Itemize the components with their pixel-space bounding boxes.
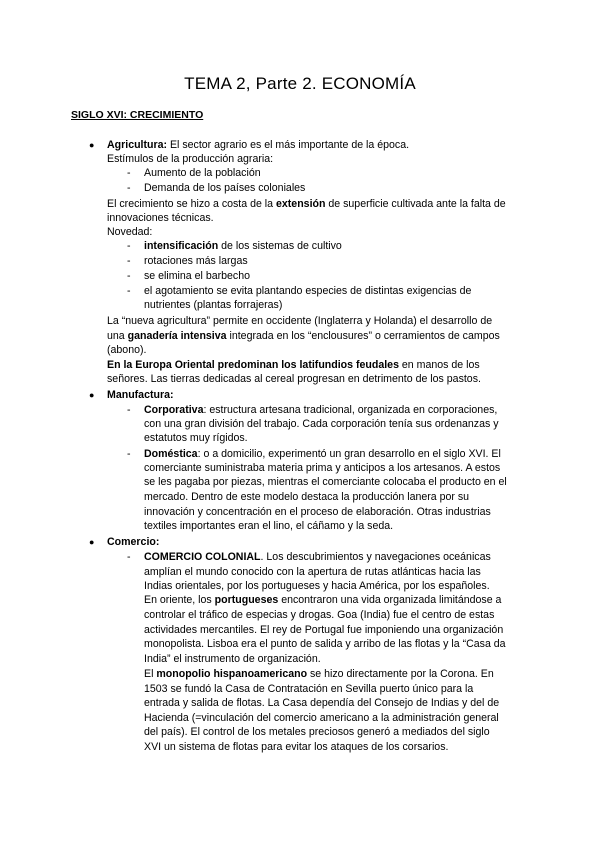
dash: - — [127, 285, 131, 297]
page-title: TEMA 2, Parte 2. ECONOMÍA — [184, 74, 416, 93]
agricultura-intro: El sector agrario es el más importante de la época. — [167, 139, 410, 151]
text-run: El — [144, 668, 157, 680]
europa-line: señores. Las tierras dedicadas al cereal progresan en detrimento de los pastos. — [107, 373, 481, 385]
text-run: en manos de los — [398, 359, 480, 371]
corporativa-line: estatutos muy rígidos. — [144, 432, 248, 444]
text-run-bold: Manufactura: — [107, 389, 174, 401]
text-run-bold: extensión — [276, 198, 326, 210]
estimulos-line: Estímulos de la producción agraria: — [107, 153, 274, 165]
colonial-line: India” el instrumento de organización. — [144, 653, 321, 665]
nueva-agricultura-line — [107, 329, 500, 343]
dash: - — [127, 551, 131, 563]
text-run: de superficie cultivada ante la falta de — [325, 198, 506, 210]
text-run: una — [107, 330, 128, 342]
colonial-line: 1503 se fundó la Casa de Contratación en Sevilla puerto único para la — [144, 683, 474, 695]
novedad-item: se elimina el barbecho — [144, 270, 250, 282]
text-run-bold: Corporativa — [144, 404, 204, 416]
text-run: : estructura artesana tradicional, organizada en corporaciones, — [203, 404, 498, 416]
text-run: se hizo directamente por la Corona. En — [307, 668, 494, 680]
dash: - — [127, 255, 131, 267]
text-run-bold: portugueses — [214, 594, 279, 606]
colonial-line: XVI un sistema de flotas para evitar los ataques de los corsarios. — [144, 741, 449, 753]
colonial-line — [144, 593, 501, 607]
dash: - — [127, 240, 131, 252]
text-run-bold: intensificación — [144, 240, 219, 252]
colonial-line: del país). El control de los metales preciosos generó a mediados del siglo — [144, 726, 490, 738]
text-run-bold: Comercio: — [107, 536, 160, 548]
bullet-agricultura: ● — [89, 140, 95, 150]
agricultura-label: Agricultura: — [107, 139, 168, 151]
text-run: El crecimiento se hizo a costa de la — [107, 198, 276, 210]
text-run-bold: COMERCIO COLONIAL — [144, 551, 261, 563]
colonial-line: actividades mercantiles. El rey de Portugal fue imponiendo una organización — [144, 624, 504, 636]
colonial-line: monopolista. Lisboa era el punto de salida y arribo de las flotas y la “Casa da — [144, 638, 506, 650]
dash: - — [127, 182, 131, 194]
europa-line — [107, 358, 480, 372]
text-run: : o a domicilio, experimentó un gran desarrollo en el siglo XVI. El — [197, 448, 501, 460]
nueva-agricultura-line: La “nueva agricultura” permite en occidente (Inglaterra y Holanda) el desarrollo de — [107, 315, 493, 327]
colonial-line: Indias orientales, por los portugueses y hacia América, por los españoles. — [144, 580, 490, 592]
domestica-line: se les pagaba por piezas, mientras el comerciante colocaba el producto en el — [144, 476, 507, 488]
corporativa-line: con una gran división del trabajo. Cada corporación tenía sus ordenanzas y — [144, 418, 499, 430]
domestica-line: textiles importantes eran el lino, el cáñamo y la seda. — [144, 520, 394, 532]
colonial-line: Hacienda (=vinculación del comercio americano a la administración general — [144, 712, 499, 724]
nueva-agricultura-line: (abono). — [107, 344, 147, 356]
domestica-line: mercado. Dentro de este modelo destaca la producción lanera por su — [144, 491, 470, 503]
dash: - — [127, 448, 131, 460]
colonial-line — [144, 667, 494, 681]
colonial-line: entrada y salida de flotas. La Casa dependía del Consejo de Indias y del de — [144, 697, 500, 709]
dash: - — [127, 404, 131, 416]
section-heading: SIGLO XVI: CRECIMIENTO — [71, 109, 204, 121]
agricultura-line — [107, 138, 409, 152]
text-run: . Los descubrimientos y navegaciones oceánicas — [260, 551, 491, 563]
colonial-line — [144, 550, 491, 564]
domestica-line: comerciante suministraba materia prima y anticipos a los artesanos. A estos — [144, 462, 501, 474]
corporativa-line — [144, 403, 497, 417]
novedad-item-cont: nutrientes (plantas forrajeras) — [144, 299, 283, 311]
dash: - — [127, 167, 131, 179]
dash: - — [127, 270, 131, 282]
crecimiento-line-2: innovaciones técnicas. — [107, 212, 214, 224]
text-run-bold: Doméstica — [144, 448, 198, 460]
manufactura-label — [107, 388, 174, 402]
colonial-line: controlar el tráfico de especias y drogas. Goa (India) fue el centro de estas — [144, 609, 495, 621]
colonial-line: amplían el mundo conocido con la apertura de rutas atlánticas hacia las — [144, 566, 481, 578]
text-run: de los sistemas de cultivo — [218, 240, 342, 252]
domestica-line — [144, 447, 501, 461]
novedad-item: el agotamiento se evita plantando especies de distintas exigencias de — [144, 285, 472, 297]
novedad-item — [144, 239, 342, 253]
text-run: integrada en los “enclousures” o cerramientos de campos — [226, 330, 500, 342]
crecimiento-line — [107, 197, 506, 211]
comercio-label — [107, 535, 159, 549]
text-run: En oriente, los — [144, 594, 215, 606]
domestica-line: innovación y concentración en el proceso de elaboración. Otras industrias — [144, 506, 491, 518]
text-run-bold: monopolio hispanoamericano — [156, 668, 308, 680]
estimulo-item: Aumento de la población — [144, 167, 261, 179]
text-run-bold: ganadería intensiva — [127, 330, 227, 342]
bullet-manufactura: ● — [89, 390, 95, 400]
text-run: encontraron una vida organizada limitándose a — [278, 594, 502, 606]
text-run-bold: En la Europa Oriental predominan los latifundios feudales — [107, 359, 399, 371]
novedad-item: rotaciones más largas — [144, 255, 248, 267]
novedad-line: Novedad: — [107, 226, 153, 238]
bullet-comercio: ● — [89, 537, 95, 547]
estimulo-item: Demanda de los países coloniales — [144, 182, 306, 194]
